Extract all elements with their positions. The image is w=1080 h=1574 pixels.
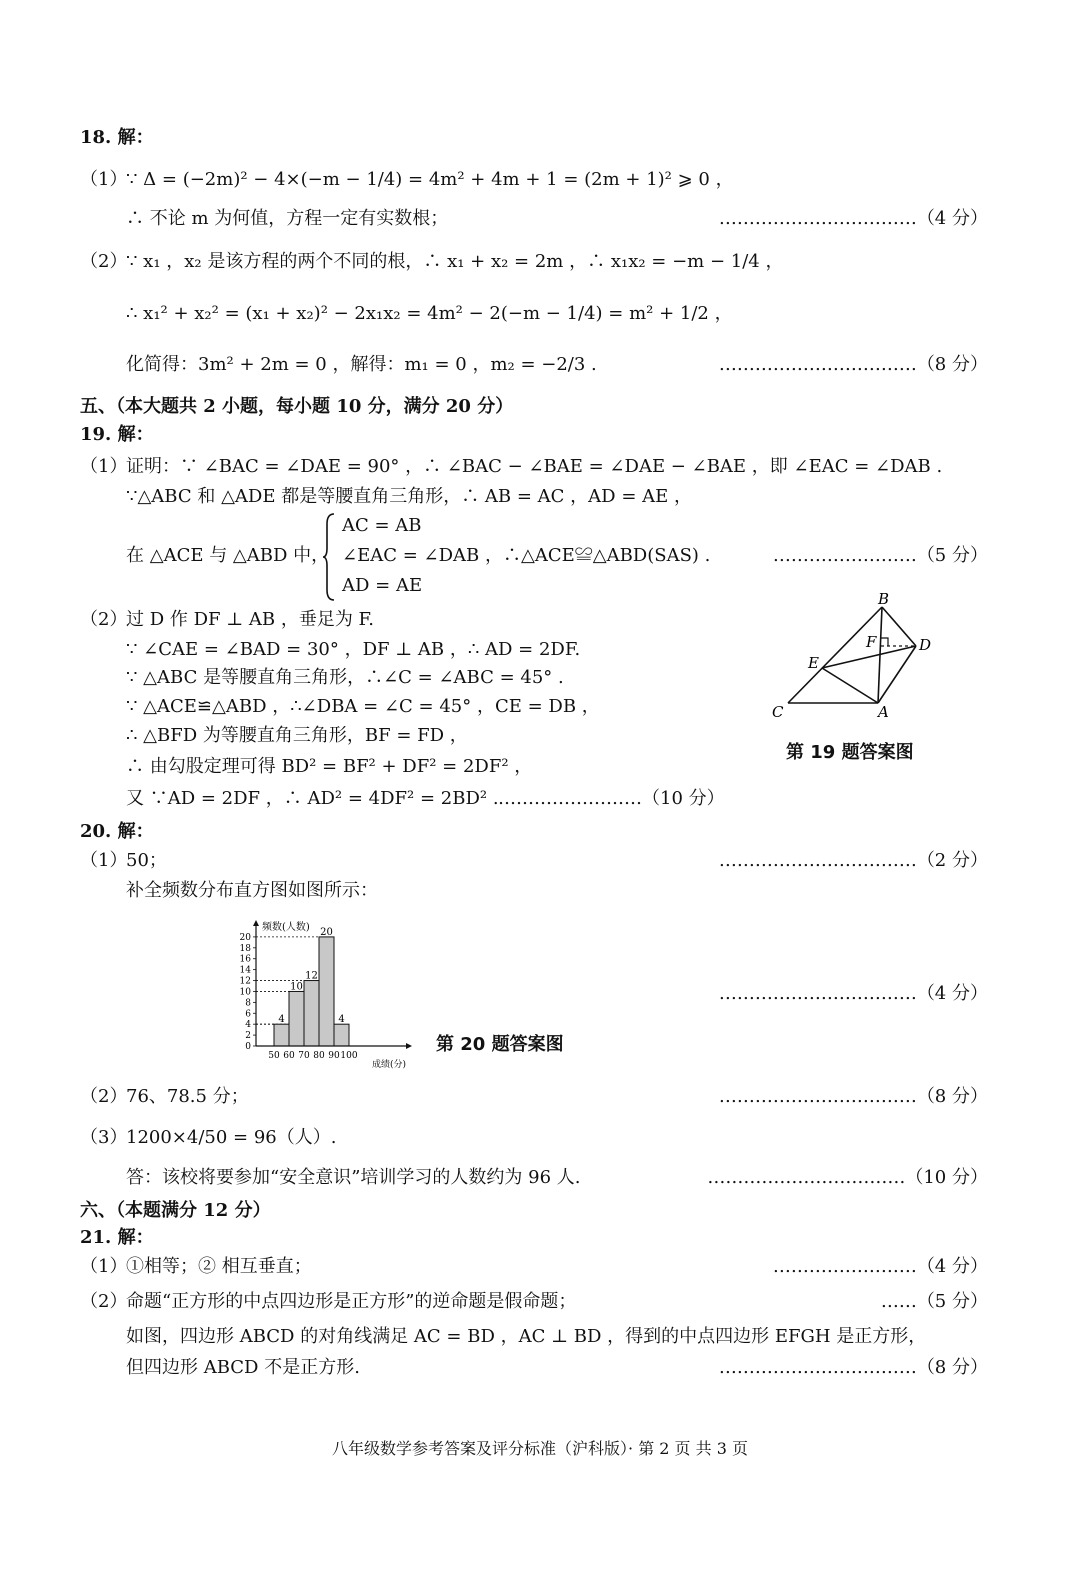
brace-symbol xyxy=(322,512,338,602)
q18-part2-line3: 化简得：3m² + 2m = 0 ，解得：m₁ = 0 ，m₂ = −2/3 . xyxy=(126,354,597,375)
fig19-segment-ea xyxy=(822,668,878,703)
q21-score-5: ……（5 分） xyxy=(880,1291,988,1312)
q19-part1-label: （1） xyxy=(80,456,128,477)
hist-y-tick-label: 18 xyxy=(239,943,251,954)
q19-part2-line7: 又 ∵AD = 2DF ，∴ AD² = 4DF² = 2BD² . xyxy=(126,788,499,809)
q20-score-2: ……………………………（2 分） xyxy=(718,850,988,871)
hist-y-tick-label: 0 xyxy=(245,1042,251,1052)
fig19-segment-bd xyxy=(882,607,916,646)
hist-bar-label: 4 xyxy=(278,1014,285,1026)
q18-part1-line1: ∵ Δ = (−2m)² − 4×(−m − 1/4) = 4m² + 4m + 1 = (2m + 1)² ⩾ 0 ， xyxy=(126,169,734,190)
fig19-segment-da xyxy=(878,646,916,703)
q18-score-4: ……………………………（4 分） xyxy=(718,208,988,229)
hist-y-tick-label: 20 xyxy=(239,932,251,943)
q21-score-8: ……………………………（8 分） xyxy=(718,1357,988,1378)
section-6-heading: 六、（本题满分 12 分） xyxy=(80,1200,271,1221)
q20-score-10: ……………………………（10 分） xyxy=(707,1167,988,1188)
fig19-segment-bc xyxy=(788,607,882,703)
hist-y-arrow xyxy=(253,920,259,926)
q19-part2-line2: ∵ ∠CAE = ∠BAD = 30° ，DF ⊥ AB ，∴ AD = 2DF. xyxy=(126,639,581,660)
hist-y-tick-label: 6 xyxy=(245,1009,251,1020)
q20-score-4: ……………………………（4 分） xyxy=(718,983,988,1004)
q21-part2-label: （2） xyxy=(80,1291,128,1312)
fig19-right-angle-mark xyxy=(881,638,888,646)
fig19-label-a: A xyxy=(878,703,889,721)
hist-x-tick-label: 80 xyxy=(313,1051,325,1061)
hist-y-tick-label: 8 xyxy=(245,998,251,1009)
q18-heading: 18. 解： xyxy=(80,127,154,148)
hist-bar xyxy=(334,1024,349,1046)
hist-x-tick-label: 100 xyxy=(340,1051,358,1061)
q20-heading: 20. 解： xyxy=(80,821,154,842)
hist-y-tick-label: 4 xyxy=(245,1020,251,1031)
q19-part2-line1: 过 D 作 DF ⊥ AB ，垂足为 F. xyxy=(126,609,374,630)
q19-part2-line3: ∵ △ABC 是等腰直角三角形，∴∠C = ∠ABC = 45° . xyxy=(126,667,564,688)
q19-part2-line5: ∴ △BFD 为等腰直角三角形，BF = FD ， xyxy=(126,725,468,746)
q21-heading: 21. 解： xyxy=(80,1227,154,1248)
hist-x-tick-label: 50 xyxy=(268,1051,280,1061)
q19-part2-label: （2） xyxy=(80,609,128,630)
hist-bar-label: 20 xyxy=(320,926,333,938)
hist-bar xyxy=(274,1024,289,1046)
q19-part2-line6: ∴ 由勾股定理可得 BD² = BF² + DF² = 2DF² ， xyxy=(126,756,533,777)
hist-bar xyxy=(289,991,304,1046)
q19-figure xyxy=(760,590,950,730)
hist-y-tick-label: 12 xyxy=(239,976,251,987)
q20-part3-line2: 答：该校将要参加“安全意识”培训学习的人数约为 96 人. xyxy=(126,1167,581,1188)
q19-part2-line4: ∵ △ACE≌△ABD ，∴∠DBA = ∠C = 45° ，CE = DB ， xyxy=(126,696,600,717)
q18-part2-label: （2） xyxy=(80,251,128,272)
hist-y-tick-label: 2 xyxy=(245,1031,251,1042)
q20-part1-line2: 补全频数分布直方图如图所示： xyxy=(126,880,378,901)
q21-score-4: ……………………（4 分） xyxy=(772,1256,988,1277)
q20-part2-answer: 76、78.5 分； xyxy=(126,1086,249,1107)
q20-histogram xyxy=(236,918,426,1076)
q19-part1-line2: ∵△ABC 和 △ADE 都是等腰直角三角形，∴ AB = AC ，AD = AE ， xyxy=(126,486,692,507)
q20-part3-label: （3） xyxy=(80,1127,128,1148)
q18-part1-line2: ∴ 不论 m 为何值，方程一定有实数根； xyxy=(126,208,449,229)
fig19-label-c: C xyxy=(772,703,784,721)
q19-score-10: ……………………（10 分） xyxy=(498,788,725,809)
q18-part2-line1: ∵ x₁ ，x₂ 是该方程的两个不同的根，∴ x₁ + x₂ = 2m ，∴ x₁x₂ = −m − 1/4 ， xyxy=(126,251,784,272)
section-5-heading: 五、（本大题共 2 小题，每小题 10 分，满分 20 分） xyxy=(80,396,514,417)
q20-figure-caption: 第 20 题答案图 xyxy=(436,1034,564,1055)
hist-x-tick-label: 60 xyxy=(283,1051,295,1061)
hist-y-tick-label: 10 xyxy=(239,987,251,998)
q20-part2-label: （2） xyxy=(80,1086,128,1107)
q19-part1-system-intro: 在 △ACE 与 △ABD 中， xyxy=(126,545,330,566)
hist-x-tick-label: 70 xyxy=(298,1051,310,1061)
fig19-label-f: F xyxy=(866,633,877,651)
q21-part2-line2: 如图，四边形 ABCD 的对角线满足 AC = BD ，AC ⊥ BD ，得到的中点四边形 EFGH 是正方形， xyxy=(126,1326,927,1347)
hist-bar xyxy=(304,981,319,1046)
hist-bar xyxy=(319,937,334,1046)
q18-part1-label: （1） xyxy=(80,169,128,190)
q18-score-8: ……………………………（8 分） xyxy=(718,354,988,375)
hist-x-tick-label: 90 xyxy=(328,1051,340,1061)
fig19-label-b: B xyxy=(878,590,890,608)
q19-part1-line1: 证明：∵ ∠BAC = ∠DAE = 90° ，∴ ∠BAC − ∠BAE = ∠DAE − ∠BAE ，即 ∠EAC = ∠DAB . xyxy=(126,456,943,477)
hist-y-label: 频数(人数) xyxy=(262,922,310,933)
hist-y-tick-label: 16 xyxy=(239,954,251,965)
fig19-label-d: D xyxy=(919,636,932,654)
q21-part2-line3: 但四边形 ABCD 不是正方形. xyxy=(126,1357,360,1378)
hist-x-arrow xyxy=(406,1043,412,1049)
hist-y-tick-label: 14 xyxy=(239,965,251,976)
q20-score-8: ……………………………（8 分） xyxy=(718,1086,988,1107)
q19-heading: 19. 解： xyxy=(80,424,154,445)
q19-system-line1: AC = AB xyxy=(342,515,422,536)
q19-score-5: ……………………（5 分） xyxy=(772,545,988,566)
hist-bar-label: 12 xyxy=(305,970,318,982)
q19-system-line2: ∠EAC = ∠DAB ，∴△ACE≌△ABD(SAS) . xyxy=(342,545,711,566)
q21-part1-label: （1） xyxy=(80,1256,128,1277)
q20-part3-line1: 1200×4/50 = 96（人）. xyxy=(126,1127,337,1148)
q21-part2-line1: 命题“正方形的中点四边形是正方形”的逆命题是假命题； xyxy=(126,1291,577,1312)
hist-bar-label: 10 xyxy=(290,981,303,993)
page-footer: 八年级数学参考答案及评分标准（沪科版）· 第 2 页 共 3 页 xyxy=(332,1439,748,1458)
hist-x-label: 成绩(分) xyxy=(372,1060,407,1070)
q20-part1-answer: 50； xyxy=(126,850,167,871)
q18-part2-line2: ∴ x₁² + x₂² = (x₁ + x₂)² − 2x₁x₂ = 4m² − 2(−m − 1/4) = m² + 1/2 ， xyxy=(126,303,733,324)
fig19-label-e: E xyxy=(808,654,819,672)
q20-part1-label: （1） xyxy=(80,850,128,871)
hist-bar-label: 4 xyxy=(338,1014,345,1026)
q19-system-line3: AD = AE xyxy=(342,575,423,596)
q21-part1-answer: ①相等；② 相互垂直； xyxy=(126,1256,312,1277)
q19-figure-caption: 第 19 题答案图 xyxy=(786,742,914,763)
